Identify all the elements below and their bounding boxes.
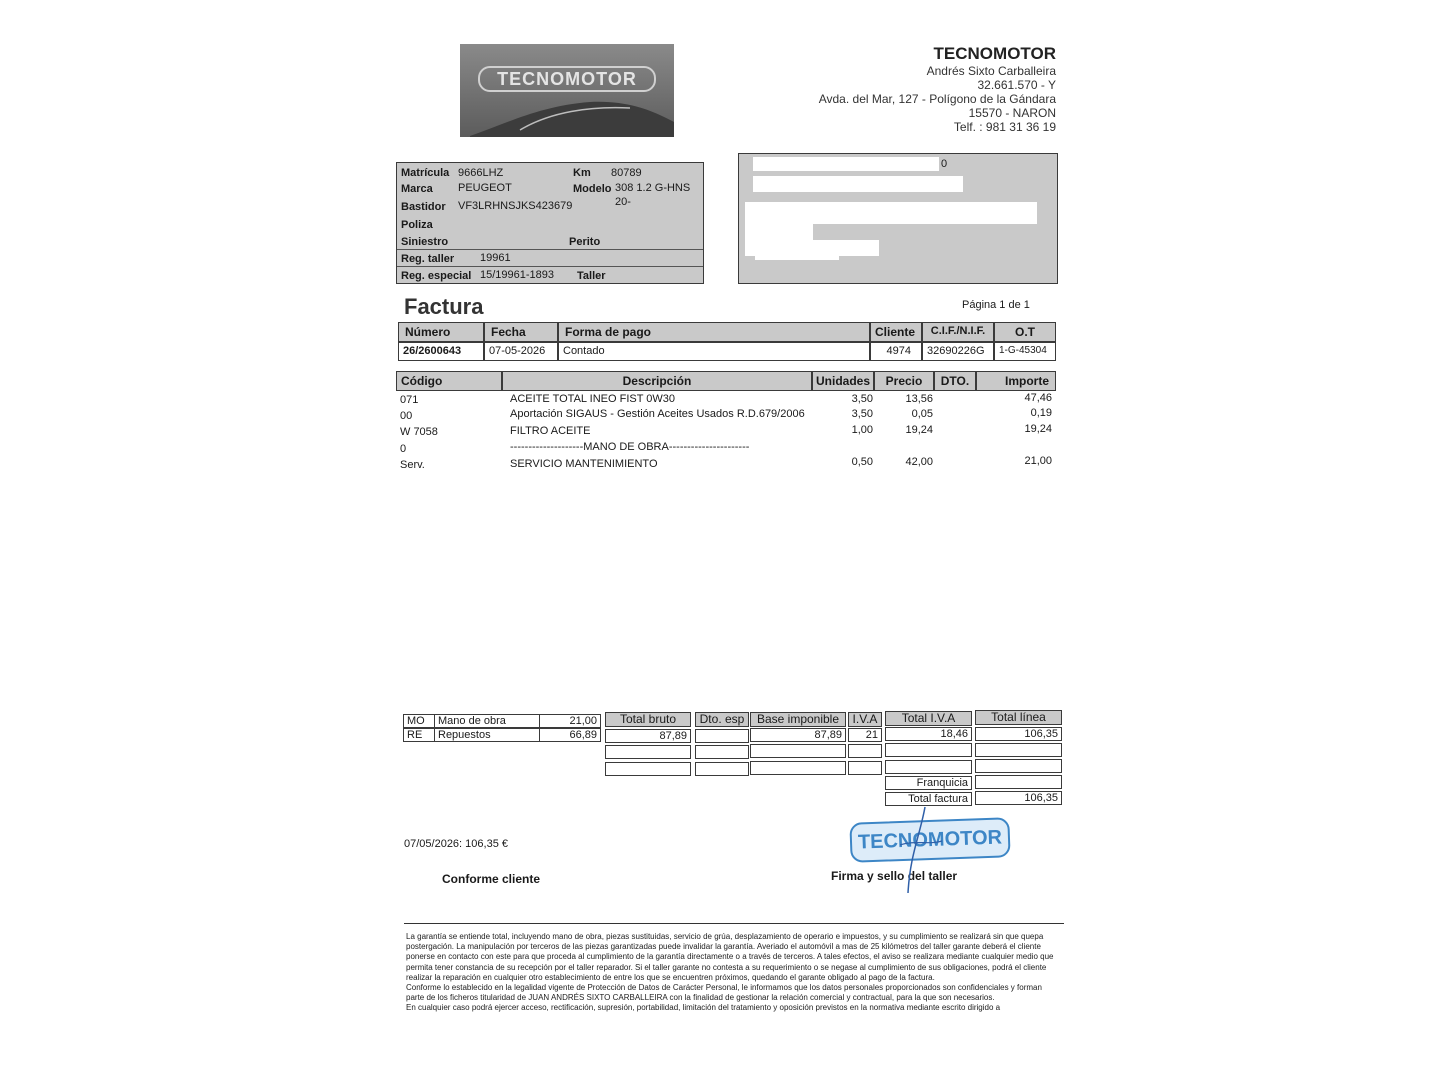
line-importe: 0,19 [1030, 407, 1052, 419]
unidades-header: Unidades [812, 371, 874, 391]
line-unidades: 1,00 [851, 424, 873, 436]
line-importe: 21,00 [1024, 455, 1052, 467]
empty-cell [975, 743, 1062, 757]
redaction-block [753, 157, 939, 171]
line-importe: 19,24 [1024, 423, 1052, 435]
line-precio: 13,56 [905, 393, 933, 405]
signature-mark-icon [880, 805, 960, 895]
km-label: Km [573, 167, 591, 179]
empty-cell [750, 744, 846, 758]
firma-label: Firma y sello del taller [831, 869, 958, 883]
vehicle-row-divider [397, 266, 703, 267]
iva-header: I.V.A [848, 712, 882, 727]
logo-wordmark: TECNOMOTOR [478, 66, 656, 92]
codigo-header: Código [396, 371, 502, 391]
line-descripcion: SERVICIO MANTENIMIENTO [510, 458, 658, 470]
line-descripcion: ACEITE TOTAL INEO FIST 0W30 [510, 393, 676, 405]
poliza-label: Poliza [401, 219, 433, 231]
company-address: Avda. del Mar, 127 - Polígono de la Gándara [818, 92, 1056, 106]
line-codigo: Serv. [400, 459, 425, 471]
legal-text [406, 932, 1056, 1014]
cliente-header: Cliente [870, 322, 922, 342]
redaction-block [755, 254, 839, 260]
car-silhouette-icon [460, 92, 674, 137]
cif-header: C.I.F./N.I.F. [922, 322, 994, 342]
line-descripcion: FILTRO ACEITE [510, 425, 591, 437]
company-city: 15570 - NARON [968, 106, 1056, 120]
line-codigo: W 7058 [400, 426, 438, 438]
dto-esp-value [695, 729, 749, 743]
cliente-value: 4974 [870, 342, 922, 361]
company-logo [460, 44, 674, 137]
empty-cell [885, 743, 972, 757]
marca-label: Marca [401, 183, 433, 195]
line-codigo: 0 [400, 443, 407, 455]
company-stamp: TECNOMOTOR [849, 817, 1010, 863]
rights-paragraph: En cualquier caso podrá ejercer acceso, rectificación, supresión, portabilidad, limitación del tratamiento y oposición previstos en la normativa mediante escrito dirigido a [406, 1003, 1001, 1013]
total-bruto-header: Total bruto [605, 712, 691, 727]
empty-cell [848, 744, 882, 758]
taller-label: Taller [577, 270, 606, 282]
invoice-title: Factura [404, 294, 484, 319]
empty-cell [605, 745, 691, 759]
vehicle-row-divider [397, 249, 703, 250]
vehicle-info-box [396, 162, 704, 284]
iva-value: 21 [848, 728, 882, 742]
fecha-header: Fecha [484, 322, 558, 342]
redaction-block [745, 202, 1037, 224]
total-iva-header: Total I.V.A [885, 711, 972, 726]
modelo-cont-value: 20- [615, 196, 631, 208]
total-factura-label: Total factura [885, 792, 972, 806]
line-unidades: 3,50 [851, 408, 873, 420]
km-value: 80789 [611, 167, 642, 179]
mo-code: MO [403, 714, 435, 728]
ot-header: O.T [994, 322, 1056, 342]
total-linea-value: 106,35 [975, 727, 1062, 741]
empty-cell [975, 759, 1062, 773]
line-codigo: 00 [400, 410, 413, 422]
company-phone: Telf. : 981 31 36 19 [953, 120, 1056, 134]
modelo-label: Modelo [573, 183, 612, 195]
reg-taller-value: 19961 [480, 252, 511, 264]
empty-cell [750, 761, 846, 775]
company-owner: Andrés Sixto Carballeira [926, 64, 1056, 78]
dto-esp-header: Dto. esp [695, 712, 749, 727]
line-descripcion: --------------------MANO DE OBRA---------------------- [510, 441, 750, 453]
pago-header: Forma de pago [558, 322, 870, 342]
warranty-paragraph: La garantía se entiende total, incluyendo mano de obra, piezas sustituidas, servicio de grúa, desplazamiento de operario e impuestos, y su cumplimiento se realizará sin que quepa postergación. La manipulación por terceros de las piezas garantizadas puede invalidar la garantía. Averiado el automóvil a mas de 25 kilómetros del taller garante deberá el cliente ponerse en contacto con este para que proceda al cumplimiento de la garantía directamente o a través de terceros. A tales efectos, el aviso se realizara mediante cualquier medio que permita tener constancia de su recepción por el taller reparador. Si el taller garante no contesta a su requerimiento o se negase al cumplimiento de sus obligaciones, podrá el cliente realizar la reparación en cualquier otro establecimiento de entre los que se encuentren próximos, quedando el garante obligado al pago de la factura. [406, 932, 1054, 982]
client-info-box [738, 153, 1058, 284]
total-factura-value: 106,35 [975, 791, 1062, 805]
total-linea-header: Total línea [975, 710, 1062, 725]
siniestro-label: Siniestro [401, 236, 449, 248]
payment-note: 07/05/2026: 106,35 € [404, 838, 508, 850]
total-bruto-value: 87,89 [605, 729, 691, 743]
mo-value: 21,00 [539, 714, 601, 728]
line-descripcion: Aportación SIGAUS - Gestión Aceites Usados R.D.679/2006 [510, 408, 805, 420]
matricula-label: Matrícula [401, 167, 450, 179]
empty-cell [848, 761, 882, 775]
franquicia-label: Franquicia [885, 776, 972, 790]
matricula-value: 9666LHZ [458, 167, 504, 179]
marca-value: PEUGEOT [458, 182, 512, 194]
bastidor-label: Bastidor [401, 201, 446, 213]
modelo-value: 308 1.2 G-HNS [615, 182, 691, 194]
base-imponible-value: 87,89 [750, 728, 846, 742]
line-unidades: 0,50 [851, 456, 873, 468]
bastidor-value: VF3LRHNSJKS423679 [458, 200, 573, 212]
perito-label: Perito [569, 236, 601, 248]
descripcion-header: Descripción [502, 371, 812, 391]
line-importe: 47,46 [1024, 392, 1052, 404]
precio-header: Precio [874, 371, 934, 391]
re-value: 66,89 [539, 728, 601, 742]
pago-value: Contado [558, 342, 870, 361]
reg-especial-value: 15/19961-1893 [480, 269, 555, 281]
redaction-block [753, 176, 963, 192]
empty-cell [695, 762, 749, 776]
cif-value: 32690226G [922, 342, 994, 361]
company-name: TECNOMOTOR [933, 44, 1056, 63]
empty-cell [695, 745, 749, 759]
line-codigo: 071 [400, 394, 419, 406]
dto-header: DTO. [934, 371, 976, 391]
reg-especial-label: Reg. especial [401, 270, 472, 282]
base-imponible-header: Base imponible [750, 712, 846, 727]
line-precio: 19,24 [905, 424, 933, 436]
numero-value: 26/2600643 [398, 342, 484, 361]
reg-taller-label: Reg. taller [401, 253, 455, 265]
line-precio: 0,05 [911, 408, 933, 420]
page-indicator: Página 1 de 1 [962, 299, 1030, 311]
privacy-paragraph: Conforme lo establecido en la legalidad vigente de Protección de Datos de Carácter Personal, le informamos que los datos personales proporcionados son confidenciales y forman parte de los ficheros titularidad de JUAN ANDRÉS SIXTO CARBALLEIRA con la finalidad de gestionar la relación comercial y contractual, para la que son necesarios. [406, 983, 1042, 1003]
conforme-cliente-label: Conforme cliente [442, 872, 541, 886]
company-nif: 32.661.570 - Y [977, 78, 1056, 92]
line-unidades: 3,50 [851, 393, 873, 405]
client-fragment: 0 [941, 158, 948, 170]
total-iva-value: 18,46 [885, 727, 972, 741]
fecha-value: 07-05-2026 [484, 342, 558, 361]
numero-header: Número [398, 322, 484, 342]
franquicia-value [975, 775, 1062, 789]
empty-cell [605, 762, 691, 776]
re-label: Repuestos [434, 728, 540, 742]
importe-header: Importe [976, 371, 1056, 391]
legal-divider [404, 923, 1064, 924]
empty-cell [885, 760, 972, 774]
line-precio: 42,00 [905, 456, 933, 468]
company-info [819, 44, 1056, 134]
mo-label: Mano de obra [434, 714, 540, 728]
re-code: RE [403, 728, 435, 742]
ot-value: 1-G-45304 [994, 342, 1056, 361]
